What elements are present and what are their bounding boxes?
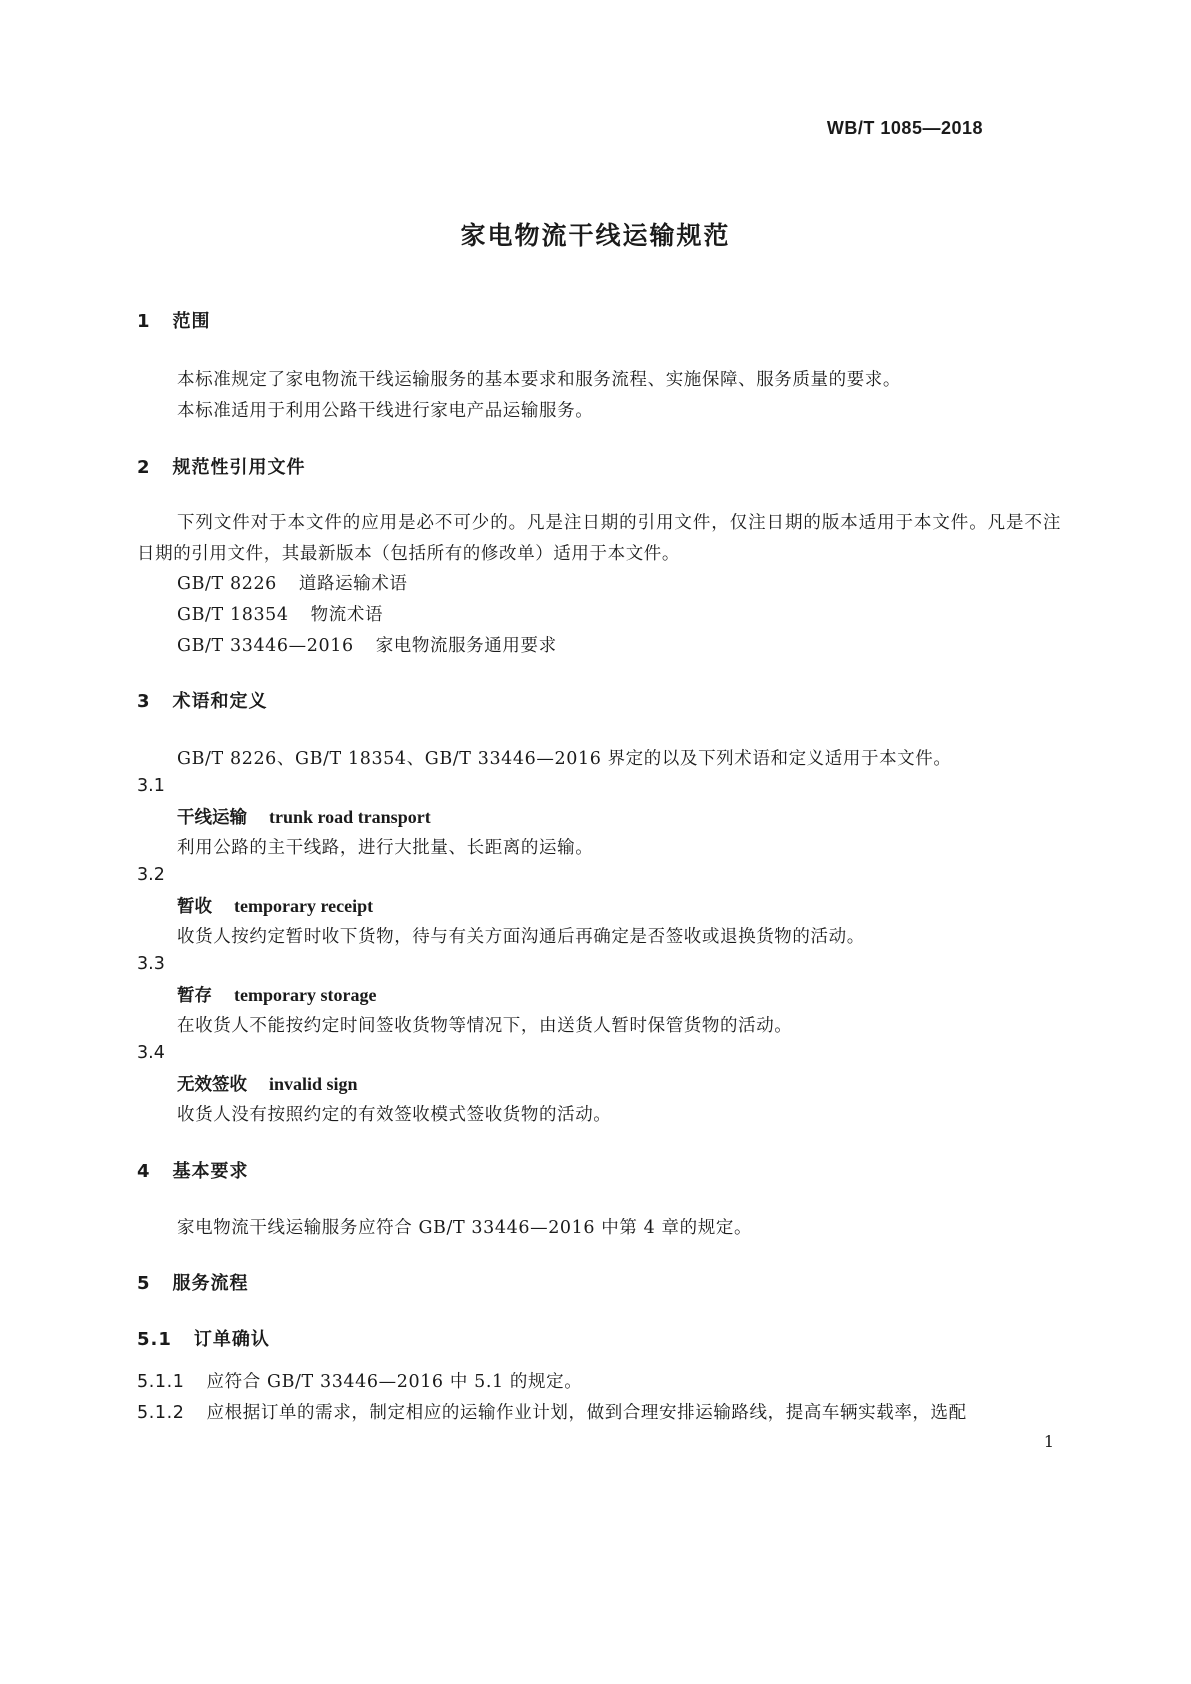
- term-definition: 利用公路的主干线路，进行大批量、长距离的运输。: [177, 838, 594, 858]
- clause-text: 应根据订单的需求，制定相应的运输作业计划，做到合理安排运输路线，提高车辆实载率，选配: [206, 1403, 967, 1423]
- term-en: temporary storage: [234, 985, 377, 1005]
- section-number: 4: [137, 1161, 151, 1182]
- section-5-heading: [137, 1269, 249, 1295]
- section-title: 服务流程: [172, 1273, 249, 1294]
- paragraph: GB/T 8226、GB/T 18354、GB/T 33446—2016 界定的以及下列术语和定义适用于本文件。: [177, 749, 952, 769]
- subsection-title: 订单确认: [193, 1329, 270, 1350]
- section-title: 规范性引用文件: [172, 457, 306, 478]
- section-title: 基本要求: [172, 1161, 249, 1182]
- term-heading: [177, 804, 431, 829]
- term-zh: 暂收: [177, 897, 212, 917]
- term-heading: [177, 893, 373, 918]
- subsection-number: 5.1: [137, 1329, 172, 1350]
- section-number: 5: [137, 1273, 151, 1294]
- clause: [137, 1399, 967, 1424]
- standard-number: WB/T 1085—2018: [826, 118, 983, 138]
- paragraph: 家电物流干线运输服务应符合 GB/T 33446—2016 中第 4 章的规定。: [177, 1218, 753, 1238]
- reference-name: 道路运输术语: [298, 574, 408, 594]
- term-en: trunk road transport: [269, 807, 431, 827]
- term-number: 3.1: [137, 776, 165, 796]
- paragraph: 本标准适用于利用公路干线进行家电产品运输服务。: [177, 401, 594, 421]
- term-heading: [177, 982, 376, 1007]
- section-1-heading: [137, 307, 211, 333]
- term-definition: 在收货人不能按约定时间签收货物等情况下，由送货人暂时保管货物的活动。: [177, 1016, 793, 1036]
- section-3-heading: [137, 687, 268, 713]
- clause-number: 5.1.2: [137, 1403, 185, 1423]
- reference-code: GB/T 33446—2016: [177, 636, 354, 656]
- document-title: 家电物流干线运输规范: [460, 221, 731, 250]
- term-zh: 暂存: [177, 986, 212, 1006]
- paragraph: 下列文件对于本文件的应用是必不可少的。凡是注日期的引用文件，仅注日期的版本适用于本文件。凡是不注日期的引用文件，其最新版本（包括所有的修改单）适用于本文件。: [137, 513, 1061, 564]
- section-title: 术语和定义: [172, 691, 268, 712]
- page-number: 1: [1043, 1432, 1054, 1451]
- term-number: 3.4: [137, 1043, 165, 1063]
- term-definition: 收货人没有按照约定的有效签收模式签收货物的活动。: [177, 1105, 612, 1125]
- section-4-heading: [137, 1157, 249, 1183]
- reference-code: GB/T 8226: [177, 574, 277, 594]
- section-number: 2: [137, 457, 151, 478]
- term-en: invalid sign: [269, 1074, 358, 1094]
- term-number: 3.2: [137, 865, 165, 885]
- clause-number: 5.1.1: [137, 1372, 185, 1392]
- reference-item: [177, 601, 383, 626]
- reference-item: [177, 632, 557, 657]
- term-number: 3.3: [137, 954, 165, 974]
- reference-code: GB/T 18354: [177, 605, 289, 625]
- reference-item: [177, 570, 408, 595]
- paragraph: 本标准规定了家电物流干线运输服务的基本要求和服务流程、实施保障、服务质量的要求。: [177, 370, 901, 390]
- section-2-heading: [137, 453, 306, 479]
- reference-name: 物流术语: [310, 605, 384, 625]
- term-en: temporary receipt: [234, 896, 374, 916]
- section-number: 1: [137, 311, 151, 332]
- section-title: 范围: [172, 311, 211, 332]
- clause: [137, 1368, 582, 1393]
- reference-name: 家电物流服务通用要求: [375, 636, 557, 656]
- term-definition: 收货人按约定暂时收下货物，待与有关方面沟通后再确定是否签收或退换货物的活动。: [177, 927, 865, 947]
- clause-text: 应符合 GB/T 33446—2016 中 5.1 的规定。: [206, 1372, 583, 1392]
- section-number: 3: [137, 691, 151, 712]
- subsection-heading: [137, 1325, 270, 1351]
- term-zh: 无效签收: [177, 1075, 247, 1095]
- term-zh: 干线运输: [177, 808, 247, 828]
- term-heading: [177, 1071, 358, 1096]
